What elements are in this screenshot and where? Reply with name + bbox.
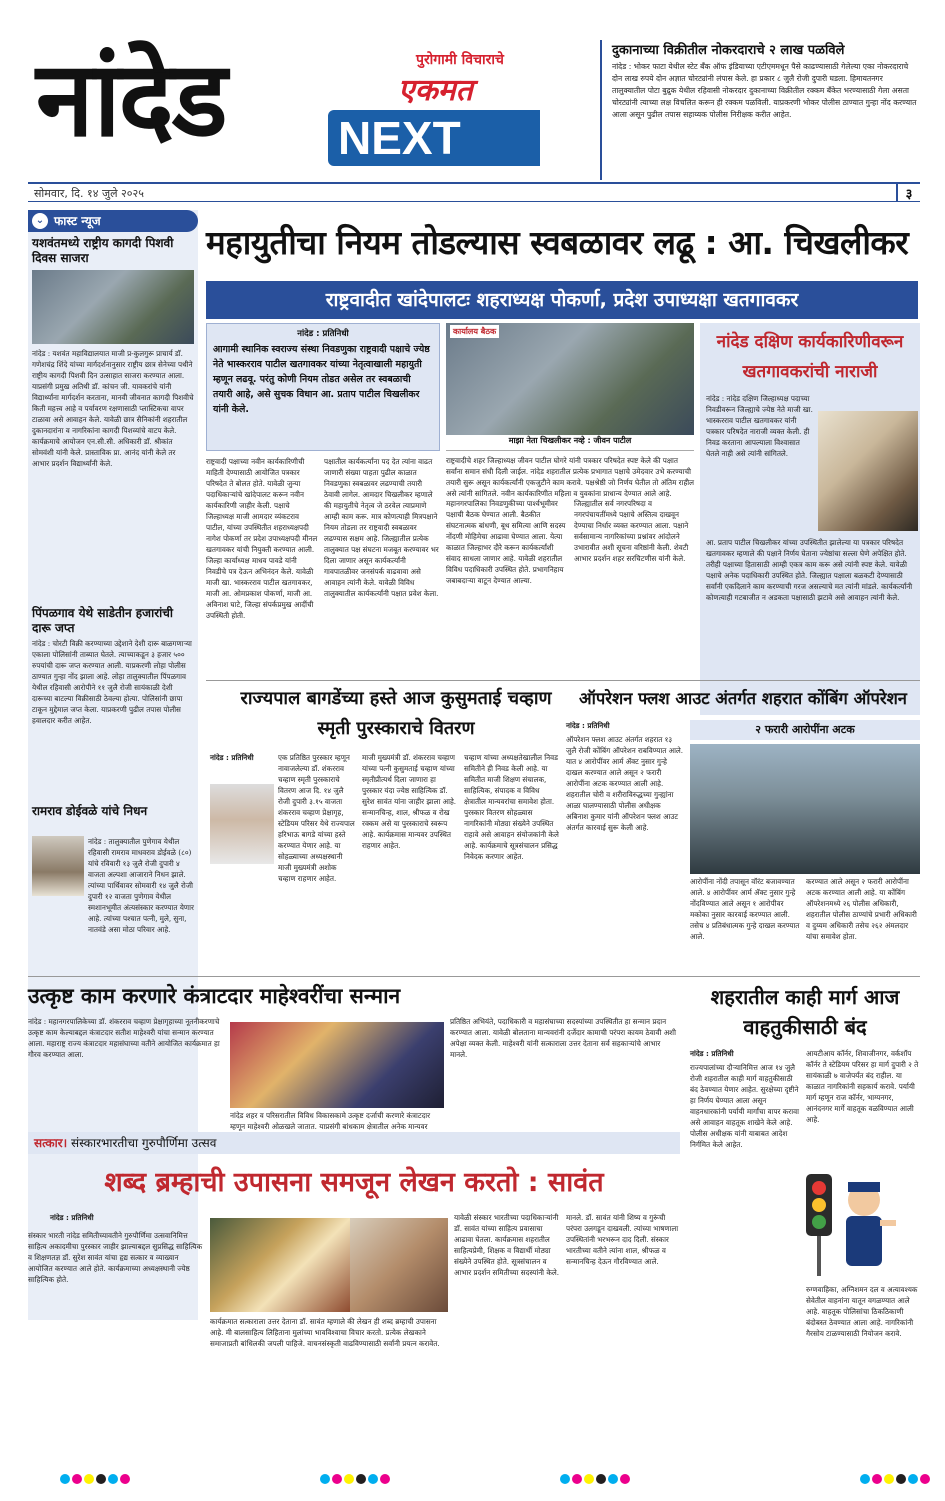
- story-text: नांदेड : नांदेड दक्षिण जिल्हाध्यक्ष पदाच्या निवडीवरून जिल्ह्याचे ज्येष्ठ नेते माजी खा. भास्करराव पाटील खतगावकर यांनी पत्रकार परिषदेत नाराजी व्यक्त केली. ही निवड करताना आपल्याला विश्वासात घेतले नाही असे त्यांनी सांगितले.: [706, 394, 813, 458]
- byline: नांदेड : प्रतिनिधी: [566, 721, 610, 730]
- savant-headline: शब्द ब्रम्हाची उपासना समजून लेखन करतो : सावंत: [104, 1167, 604, 1198]
- article-column: संस्कार भारती नांदेड समितीच्यावतीने गुरुपौर्णिमा उत्सवानिमित्त साहित्य अकादमीचा पुरस्कार जाहीर झाल्याबद्दल सुप्रसिद्ध साहित्यिक व शिक्षणतज्ञ डॉ. सुरेश सावंत यांचा हृद्य सत्कार व व्याख्यान आयोजित करण्यात आले होते. कार्यक्रमाच्या अध्यक्षस्थानी ज्येष्ठ साहित्यिक होते.: [28, 1231, 203, 1284]
- contractor-headline: उत्कृष्ट काम करणारे कंत्राटदार माहेश्वरींचा सन्मान: [28, 984, 401, 1008]
- article-column: राष्ट्रवादी पक्षाच्या नवीन कार्यकारिणीची माहिती देण्यासाठी आयोजित पत्रकार परिषदेत ते बोलत होते. यावेळी जुन्या पदाधिकाऱ्यांचे खांदेपालट करून नवीन कार्यकारिणी जाहीर केली. पक्षाचे जिल्हाध्यक्ष माजी आमदार व्यंकटराव पाटील, यांच्या उपस्थितीत शहराध्यक्षपदी नागेश पोकर्णा तर प्रदेश उपाध्यक्षपदी मीनल खतगावकर यांची नियुक्ती करण्यात आली. जिल्हा कार्याध्यक्ष माधव पावडे यांनी निवडीचे पत्र देऊन अभिनंदन केले. यावेळी माजी खा. भास्करराव पाटील खतगावकर, माजी आ. ओमप्रकाश पोकर्णा, माजी आ. अविनाश घाटे, जिल्हा संपर्कप्रमुख आदींची उपस्थिती होती.: [206, 457, 318, 620]
- registration-dot: [608, 1474, 618, 1484]
- fast-news-label: ⌄ फास्ट न्यूज: [28, 210, 198, 232]
- felicitation-photo: [210, 1218, 350, 1312]
- article-column: करण्यात आले असून २ फरारी आरोपींना अटक करण्यात आली आहे. या कोंबिंग ऑपरेशनमध्ये २६ पोलीस अधिकारी, शहरातील पोलीस ठाण्यांचे प्रभारी अधिकारी व दुय्यम अधिकारी तसेच २६२ अंमलदार यांचा समावेश होता.: [806, 877, 917, 941]
- section-bar: [28, 1132, 680, 1154]
- article-column: पक्षातील कार्यकर्त्यांना पद देत त्यांना वाढत जाणारी संख्या पाहता पुढील काळात निवडणुका स्वबळावर लढण्याची तयारी ठेवावी लागेल. आमदार चिखलीकर म्हणाले की महायुतीचे नेतृत्व जे ठरवेल त्याप्रमाणे आम्ही काम करू. मात्र कोणत्याही मित्रपक्षाने नियम तोडला तर राष्ट्रवादी स्वबळावर लढण्यास सक्षम आहे. जिल्ह्यातील प्रत्येक तालुक्यात पक्ष संघटना मजबूत करण्यावर भर दिला जाणार असून कार्यकर्त्यांनी गावपातळीवर जनसंपर्क वाढवावा असे आवाहन त्यांनी केले. यावेळी विविध तालुक्यातील कार्यकर्त्यांनी पक्षात प्रवेश केला.: [324, 457, 439, 598]
- registration-dot: [320, 1474, 330, 1484]
- ncc-photo: [32, 270, 194, 344]
- operation-headline: ऑपरेशन फ्लश आउट अंतर्गत शहरात कोंबिंग ऑपरेशन: [579, 689, 907, 708]
- registration-dot: [332, 1474, 342, 1484]
- awardee-photo: [210, 784, 274, 864]
- registration-dot: [584, 1474, 594, 1484]
- registration-dot: [908, 1474, 918, 1484]
- felicitation-photo: [230, 1022, 444, 1108]
- registration-dot: [96, 1474, 106, 1484]
- registration-dot: [572, 1474, 582, 1484]
- registration-dot: [344, 1474, 354, 1484]
- newspaper-title: नांदेड: [36, 38, 226, 160]
- sub-headline: राष्ट्रवादीत खांदेपालटः शहराध्यक्ष पोकर्णा, प्रदेश उपाध्यक्षा खतगावकर: [206, 281, 918, 319]
- story-text: नांदेड : तालुक्यातील पुणेगाव येथील रहिवासी रामराव माधवराव डोईवळे (८०) यांचे रविवारी १३ जुलै रोजी दुपारी ४ वाजता अल्पशा आजाराने निधन झाले. त्यांच्या पार्थिवावर सोमवारी १४ जुलै रोजी दुपारी १२ वाजता पुणेगाव येथील स्मशानभूमीत अंत्यसंस्कार करण्यात येणार आहे. त्यांच्या पश्चात पत्नी, मुले, सुना, नातवंडे असा मोठा परिवार आहे.: [88, 837, 194, 934]
- police-operation-photo: [690, 744, 920, 874]
- photo-tag: कार्यालय बैठक: [450, 325, 499, 338]
- article-column: चव्हाण यांच्या अध्यक्षतेखालील निवड समितीने ही निवड केली आहे. या समितीत माजी शिक्षण संचालक, साहित्यिक, संपादक व विविध क्षेत्रातील मान्यवरांचा समावेश होता. पुरस्कार वितरण सोहळ्यास नागरिकांनी मोठ्या संख्येने उपस्थित राहावे असे आवाहन संयोजकांनी केले आहे. कार्यक्रमाचे सूत्रसंचालन प्रसिद्ध निवेदक करणार आहेत.: [464, 753, 559, 861]
- article-column: राज्यपालांच्या दौऱ्यानिमित्त आज १४ जुलै रोजी शहरातील काही मार्ग वाहतुकीसाठी बंद ठेवण्यात येणार आहेत. सुरक्षेच्या दृष्टीने हा निर्णय घेण्यात आला असून वाहनधारकांनी पर्यायी मार्गांचा वापर करावा असे आवाहन वाहतूक शाखेने केले आहे. पोलीस अधीक्षक यांनी याबाबत आदेश निर्गमित केले आहेत.: [690, 1063, 799, 1149]
- main-headline: महायुतीचा नियम तोडल्यास स्वबळावर लढू : आ. चिखलीकर: [206, 223, 909, 262]
- registration-dot: [884, 1474, 894, 1484]
- issue-date: सोमवार, दि. १४ जुले २०२५: [34, 187, 144, 200]
- obituary-photo: [32, 836, 84, 896]
- registration-dot: [120, 1474, 130, 1484]
- story-headline: पिंपळगाव येथे साडेतीन हजारांची दारू जप्त: [32, 606, 173, 635]
- article-column: एक प्रतिष्ठित पुरस्कार म्हणून नावाजलेल्या डॉ. शंकरराव चव्हाण स्मृती पुरस्काराचे वितरण आज दि. १४ जुलै रोजी दुपारी ३.१५ वाजता शंकरराव चव्हाण प्रेक्षागृह, स्टेडियम परिसर येथे राज्यपाल हरिभाऊ बागडे यांच्या हस्ते करण्यात येणार आहे. या सोहळ्याच्या अध्यक्षस्थानी माजी मुख्यमंत्री अशोक चव्हाण राहणार आहेत.: [278, 753, 355, 883]
- registration-dot: [356, 1474, 366, 1484]
- registration-dot: [368, 1474, 378, 1484]
- chevron-down-icon: ⌄: [32, 213, 48, 229]
- speaker-photo: [818, 411, 918, 531]
- article-column: आरोपींना नोंदी तपासून वॉरंट बजावण्यात आले. ४ आरोपींवर आर्म ॲक्ट नुसार गुन्हे नोंदविण्यात आले असून १ आरोपीवर मकोका नुसार कारवाई करण्यात आली. तसेच ४ प्रतिबंधात्मक गुन्हे दाखल करण्यात आले.: [690, 877, 800, 941]
- nanded-south-story: [700, 323, 920, 715]
- story-text: नांदेड : यशवंत महाविद्यालयात माजी प्र-कुलगुरू प्राचार्य डॉ. गणेशचंद्र शिंदे यांच्या मार्गदर्शनानुसार राष्ट्रीय छात्र सेनेच्या पथीने राष्ट्रीय कागदी पिशवी दिन उत्साहात साजरा करण्यात आला. याप्रसंगी प्रमुख अतिथी डॉ. कांचन जी. यावकरांचे यांनी विद्यार्थ्यांना मार्गदर्शन करताना, मानवी जीवनात कागदी पिशवीचे किती महत्त्व आहे व पर्यावरण रक्षणासाठी प्लास्टिकचा वापर टाळावा असे आवाहन केले. यावेळी छात्र सैनिकांनी शहरातील दुकानदारांना व नागरिकांना कागदी पिशव्यांचे वाटप केले. कार्यक्रमाचे आयोजन एन.सी.सी. अधिकारी डॉ. श्रीकांत सोमवंशी यांनी केले. प्रास्ताविक प्रा. आनंद यांनी केले तर आभार प्रदर्शन विद्यार्थ्यांनी केले.: [32, 349, 194, 468]
- story-headline: नांदेड दक्षिण कार्यकारिणीवरून खतगावकरांची नाराजी: [716, 332, 904, 382]
- article-column: आयटीआय कॉर्नर, शिवाजीनगर, वर्कशॉप कॉर्नर ते स्टेडियम परिसर हा मार्ग दुपारी २ ते सायंकाळी ७ वाजेपर्यंत बंद राहील. या काळात नागरिकांनी सहकार्य करावे. पर्यायी मार्ग म्हणून राज कॉर्नर, भाग्यनगर, आनंदनगर मार्गे वाहतूक वळविण्यात आली आहे.: [806, 1049, 919, 1124]
- page-number: ३: [896, 184, 920, 202]
- date-bar: [28, 182, 920, 202]
- intro-text: आगामी स्थानिक स्वराज्य संस्था निवडणुका राष्ट्रवादी पक्षाचे ज्येष्ठ नेते भास्करराव पाटील खतगावकर यांच्या नेतृत्वाखाली महायुती म्हणून लढवू. परंतु कोणी नियम तोडत असेल तर स्वबळाची तयारी आहे, असे सुचक विधान आ. प्रताप पाटील चिखलीकर यांनी केले.: [213, 344, 430, 415]
- section-title: संस्कारभारतीचा गुरुपौर्णिमा उत्सव: [70, 1136, 217, 1150]
- top-news-text: नांदेड : भोकर फाटा येथील स्टेट बँक ऑफ इंडियाच्या एटीएममधून पैसे काढण्यासाठी गेलेल्या एका नोकरदाराचे दोन लाख रुपये दोन अज्ञात चोरट्यांनी लंपास केले. हा प्रकार ८ जुलै रोजी दुपारी घडला. हिमायतनगर तालुक्यातील पोटा बुद्रुक येथील रहिवासी नोकरदार दुकानाच्या विक्रीतील रक्कम बँकेत भरण्यासाठी गेला असता चोरट्यांनी त्याच्या लक्ष विचलित करून ही रक्कम पळविली. याप्रकरणी भोकर पोलीस ठाण्यात गुन्हा नोंद करण्यात आला असून पुढील तपास सहाय्यक पोलीस निरीक्षक करीत आहेत.: [612, 62, 917, 119]
- party-meeting-photo: [446, 323, 694, 435]
- story-text: नांदेड : चोरटी विक्री करण्याच्या उद्देशाने देशी दारू बाळगणाऱ्या एकाला पोलिसांनी ताब्यात घेतले. त्याच्याकडून ३ हजार ५०० रुपयांची दारू जप्त करण्यात आली. याप्रकरणी लोहा पोलीस ठाण्यात गुन्हा नोंद झाला आहे. लोहा तालुक्यातील पिंपळगाव येथील रहिवासी आरोपीने ११ जुलै रोजी सायंकाळी देशी दारूच्या बाटल्या विक्रीसाठी ठेवल्या होत्या. पोलिसांनी छापा टाकून मुद्देमाल जप्त केला. याप्रकरणी पुढील तपास पोलीस हवालदार करीत आहेत.: [32, 639, 192, 725]
- registration-dot: [872, 1474, 882, 1484]
- registration-dot: [860, 1474, 870, 1484]
- article-column: महानगरपालिका निवडणुकीच्या पार्श्वभूमीवर पक्षाची बैठक घेण्यात आली. बैठकीत संघटनात्मक बांधणी, बूथ समित्या आणि सदस्य नोंदणी मोहिमेचा आढावा घेण्यात आला. येत्या काळात जिल्हाभर दौरे करून कार्यकर्त्यांशी संवाद साधला जाणार आहे. यावेळी शहरातील विविध पदाधिकारी उपस्थित होते. प्रभागनिहाय जबाबदाऱ्या वाटून देण्यात आल्या.: [446, 499, 566, 585]
- byline: नांदेड : प्रतिनिधी: [210, 753, 254, 762]
- article-column: कार्यक्रमात सत्काराला उत्तर देताना डॉ. सावंत म्हणाले की लेखन ही शब्द ब्रम्हाची उपासना आहे. मी बालसाहित्य लिहिताना मुलांच्या भावविश्वाचा विचार करतो. प्रत्येक लेखकाने समाजाप्रती बांधिलकी जपली पाहिजे. वाचनसंस्कृती वाढविण्यासाठी सर्वांनी प्रयत्न करावेत.: [210, 1317, 440, 1348]
- story-headline: रामराव डोईवळे यांचे निधन: [32, 804, 148, 818]
- article-column: रुग्णवाहिका, अग्निशमन दल व अत्यावश्यक सेवेतील वाहनांना यातून वगळण्यात आले आहे. वाहतूक पोलिसांचा ठिकठिकाणी बंदोबस्त ठेवण्यात आला आहे. नागरिकांनी गैरसोय टाळण्यासाठी नियोजन करावे.: [806, 1285, 918, 1338]
- article-column: प्रतिष्ठित अभियंते, पदाधिकारी व महासंघाच्या सदस्यांच्या उपस्थितीत हा सन्मान प्रदान करण्यात आला. यावेळी बोलताना मान्यवरांनी दर्जेदार कामाची परंपरा कायम ठेवावी अशी अपेक्षा व्यक्त केली. माहेश्वरी यांनी सत्काराला उत्तर देताना सर्व सहकाऱ्यांचे आभार मानले.: [450, 1017, 676, 1059]
- next-logo: NEXT: [328, 110, 540, 166]
- masthead: [28, 28, 588, 178]
- divider: [28, 976, 920, 977]
- article-text: नांदेड शहर व परिसरातील विविध विकासकामे उत्कृष्ट दर्जाची करणारे कंत्राटदार म्हणून माहेश्वरी ओळखले जातात. याप्रसंगी बांधकाम क्षेत्रातील अनेक मान्यवर: [230, 1111, 431, 1131]
- registration-dot: [60, 1474, 70, 1484]
- byline: नांदेड : प्रतिनिधी: [690, 1049, 734, 1058]
- article-column: जिल्ह्यातील सर्व नगरपरिषदा व नगरपंचायतींमध्ये पक्षाचे अस्तित्व दाखवून देण्याचा निर्धार व्यक्त करण्यात आला. पक्षाने सर्वसामान्य नागरिकांच्या प्रश्नांवर आंदोलने उभारावीत अशी सूचना वरिष्ठांनी केली. शेवटी आभार प्रदर्शन शहर सरचिटणीस यांनी केले.: [574, 499, 689, 563]
- byline: नांदेड : प्रतिनिधी: [50, 1213, 94, 1222]
- registration-dot: [380, 1474, 390, 1484]
- registration-dot: [560, 1474, 570, 1484]
- divider: [206, 680, 920, 681]
- registration-dot: [108, 1474, 118, 1484]
- registration-dot: [920, 1474, 930, 1484]
- article-text: राष्ट्रवादीचे शहर जिल्हाध्यक्ष जीवन पाटील घोगरे यांनी पत्रकार परिषदेत स्पष्ट केले की पक्षात सर्वांना समान संधी दिली जाईल. नांदेड शहरातील प्रत्येक प्रभागात पक्षाचे उमेदवार उभे करण्याची तयारी सुरू असून कार्यकर्त्यांनी एकजुटीने काम करावे. पक्षश्रेष्ठी जो निर्णय घेतील तो अंतिम राहील असे त्यांनी सांगितले. नवीन कार्यकारिणीत महिला व युवकांना प्राधान्य देण्यात आले आहे.: [446, 456, 695, 498]
- felicitation-photo: [350, 1218, 448, 1312]
- byline: नांदेड : प्रतिनिधी: [297, 329, 349, 339]
- article-column: मानले. डॉ. सावंत यांनी शिष्य व गुरूंची परंपरा उलगडून दाखवली. त्यांच्या भाषणाला उपस्थितांनी भरभरून दाद दिली. संस्कार भारतीच्या वतीने त्यांना शाल, श्रीफळ व सन्मानचिन्ह देऊन गौरविण्यात आले.: [566, 1213, 679, 1266]
- top-news-headline: दुकानाच्या विक्रीतील नोकरदाराचे २ लाख पळविले: [612, 43, 845, 58]
- traffic-signal-illustration: [798, 1164, 902, 1280]
- registration-dot: [84, 1474, 94, 1484]
- registration-dot: [596, 1474, 606, 1484]
- intro-box: [206, 323, 440, 451]
- governor-headline: राज्यपाल बागडेंच्या हस्ते आज कुसुमताई चव्हाण स्मृती पुरस्काराचे वितरण: [240, 688, 552, 739]
- registration-dot: [72, 1474, 82, 1484]
- brand-logo: एकमत: [398, 73, 473, 108]
- roads-headline: शहरातील काही मार्ग आज वाहतुकीसाठी बंद: [710, 985, 900, 1039]
- sub-headline: २ फरारी आरोपींना अटक: [690, 720, 920, 740]
- photo-caption: माझा नेता चिखलीकर नव्हे : जीवन पाटील: [446, 435, 694, 451]
- registration-dot: [896, 1474, 906, 1484]
- article-column: नांदेड : महानगरपालिकेच्या डॉ. शंकरराव चव्हाण प्रेक्षागृहाच्या नूतनीकरणाचे उत्कृष्ट काम केल्याबद्दल कंत्राटदार सतीश माहेश्वरी यांचा सन्मान करण्यात आला. महाराष्ट्र राज्य कंत्राटदार महासंघाच्या वतीने आयोजित कार्यक्रमात हा गौरव करण्यात आला.: [28, 1017, 220, 1059]
- registration-dot: [620, 1474, 630, 1484]
- article-column: यावेळी संस्कार भारतीच्या पदाधिकाऱ्यांनी डॉ. सावंत यांच्या साहित्य प्रवासाचा आढावा घेतला. कार्यक्रमास शहरातील साहित्यप्रेमी, शिक्षक व विद्यार्थी मोठ्या संख्येने उपस्थित होते. सूत्रसंचालन व आभार प्रदर्शन समितीच्या सदस्यांनी केले.: [454, 1213, 560, 1277]
- section-tag: सत्कार।: [34, 1136, 68, 1150]
- article-column: ऑपरेशन फ्लश आउट अंतर्गत शहरात १३ जुलै रोजी कोंबिंग ऑपरेशन राबविण्यात आले. यात ४ आरोपींवर आर्म ॲक्ट नुसार गुन्हे दाखल करण्यात आले असून २ फरारी आरोपींना अटक करण्यात आली आहे. शहरातील चोरी व शरीराविरुद्धच्या गुन्ह्यांना आळा घालण्यासाठी पोलीस अधीक्षक अबिनाश कुमार यांनी ऑपरेशन फ्लश आउट अंतर्गत कारवाई सुरू केली आहे.: [566, 735, 684, 832]
- masthead-tagline: पुरोगामी विचाराचे: [416, 52, 504, 68]
- top-news-brief: [600, 40, 918, 180]
- article-column: माजी मुख्यमंत्री डॉ. शंकरराव चव्हाण यांच्या पत्नी कुसुमताई चव्हाण यांच्या स्मृतीप्रीत्यर्थ दिला जाणारा हा पुरस्कार यंदा ज्येष्ठ साहित्यिक डॉ. सुरेश सावंत यांना जाहीर झाला आहे. सन्मानचिन्ह, शाल, श्रीफळ व रोख रक्कम असे या पुरस्काराचे स्वरूप आहे. कार्यक्रमास मान्यवर उपस्थित राहणार आहेत.: [362, 753, 457, 850]
- story-headline: यशवंतमध्ये राष्ट्रीय कागदी पिशवी दिवस साजरा: [32, 236, 174, 265]
- story-text: आ. प्रताप पाटील चिखलीकर यांच्या उपस्थितीत झालेल्या या पत्रकार परिषदेत खतगावकर म्हणाले की पक्षाने निर्णय घेताना ज्येष्ठांचा सल्ला घेणे अपेक्षित होते. तरीही पक्षाच्या हितासाठी आम्ही एकत्र काम करू असे त्यांनी स्पष्ट केले. यावेळी पक्षाचे अनेक पदाधिकारी उपस्थित होते. जिल्ह्यात पक्षाला बळकटी देण्यासाठी सर्वांनी एकदिलाने काम करण्याची गरज असल्याचे मत त्यांनी मांडले. कार्यकर्त्यांनी कोणत्याही गटबाजीत न अडकता पक्षासाठी झटावे असे आवाहन त्यांनी केले.: [706, 538, 913, 602]
